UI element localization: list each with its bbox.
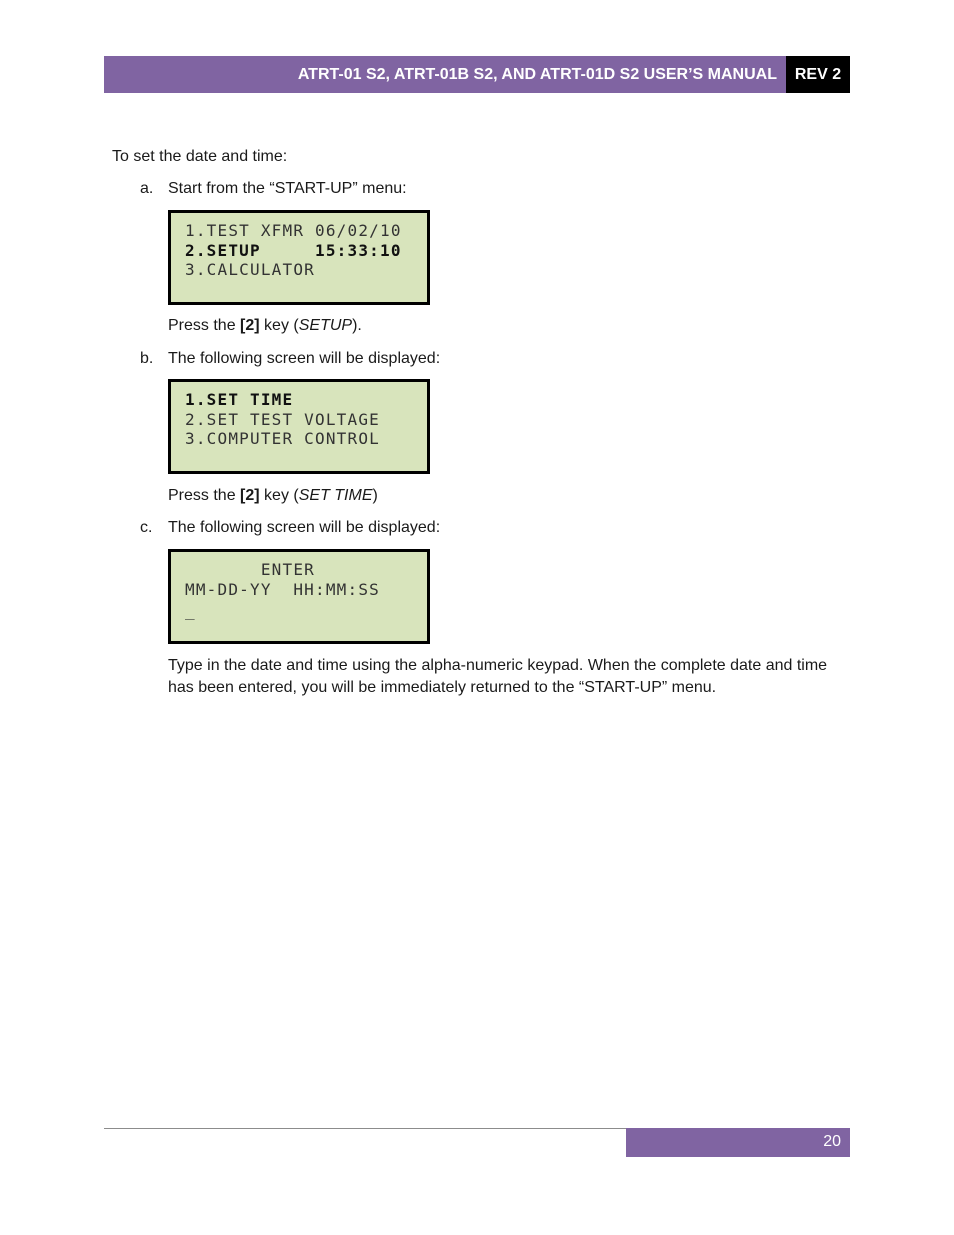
menu-option-name: SETUP	[298, 317, 353, 334]
step-a-text: Start from the “START-UP” menu:	[168, 180, 407, 197]
lcd-line: ENTER	[185, 560, 315, 579]
key-label: [2]	[240, 317, 260, 334]
instruction-middle: key (	[259, 487, 299, 504]
lcd-line-selected: 2.SETUP 15:33:10	[185, 241, 402, 260]
lcd-line: MM-DD-YY HH:MM:SS	[185, 580, 380, 599]
step-b-text: The following screen will be displayed:	[168, 350, 441, 367]
instruction-middle: key (	[259, 317, 299, 334]
step-b-instruction	[168, 485, 378, 507]
instruction-prefix: Press the	[168, 317, 241, 334]
footer-divider	[104, 1128, 626, 1129]
page-header	[104, 56, 850, 93]
lcd-setup-menu	[168, 379, 430, 474]
lcd-line-selected: 1.SET TIME	[185, 390, 294, 409]
step-c-paragraph: Type in the date and time using the alpha-numeric keypad. When the complete date and time has been entered, you will be immediately returned to the “START-UP” menu.	[168, 657, 828, 696]
step-c-text: The following screen will be displayed:	[168, 519, 441, 536]
footer-page-number: 20	[626, 1128, 850, 1157]
step-a-instruction	[168, 315, 362, 337]
revision-badge: REV 2	[786, 56, 850, 93]
lcd-line: 1.TEST XFMR 06/02/10	[185, 221, 402, 240]
step-b-label: b.	[140, 350, 154, 367]
manual-title: ATRT-01 S2, ATRT-01B S2, AND ATRT-01D S2 USER’S MANUAL	[297, 66, 777, 83]
instruction-suffix: )	[372, 487, 378, 504]
intro-text: To set the date and time:	[112, 148, 288, 165]
lcd-line: 2.SET TEST VOLTAGE	[185, 410, 380, 429]
lcd-line: 3.COMPUTER CONTROL	[185, 429, 380, 448]
key-label: [2]	[240, 487, 260, 504]
lcd-startup-menu	[168, 210, 430, 305]
step-a-label: a.	[140, 180, 154, 197]
lcd-cursor: _	[185, 601, 196, 620]
lcd-line: 3.CALCULATOR	[185, 260, 315, 279]
menu-option-name: SET TIME	[298, 487, 373, 504]
step-c-label: c.	[140, 519, 153, 536]
lcd-enter-date-time	[168, 549, 430, 644]
instruction-suffix: ).	[352, 317, 362, 334]
instruction-prefix: Press the	[168, 487, 241, 504]
